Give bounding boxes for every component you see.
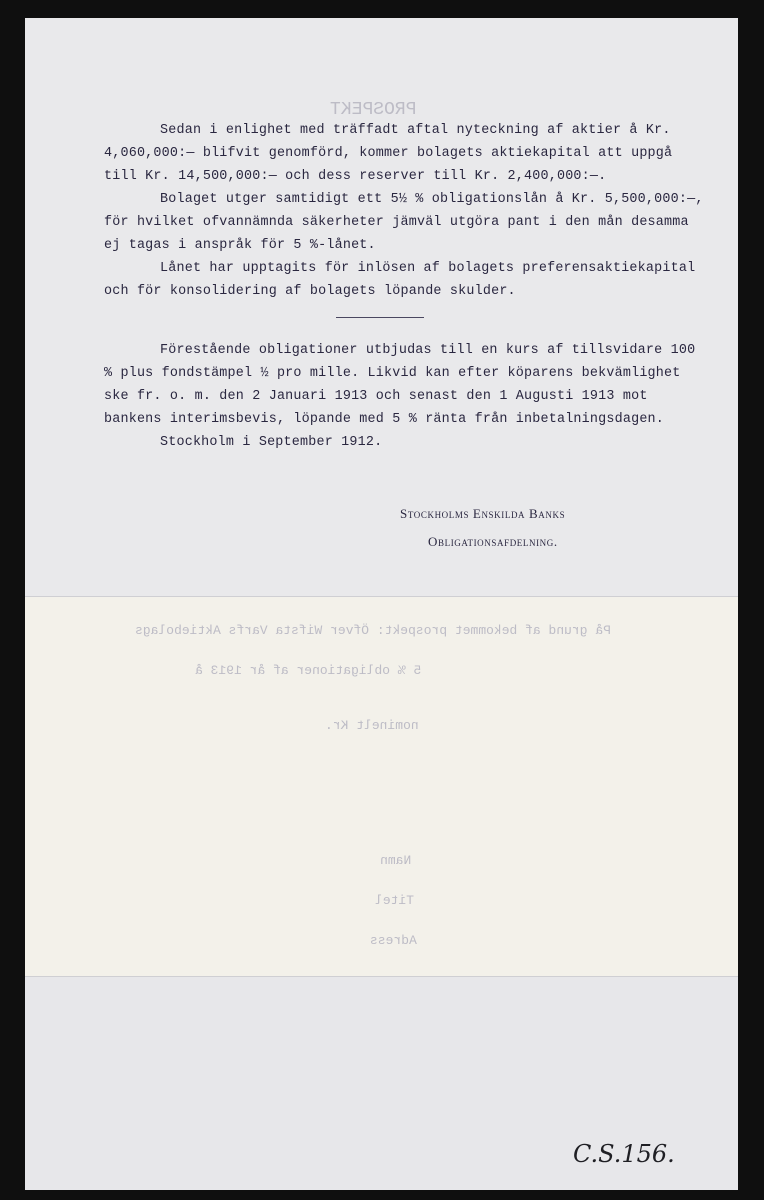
bleed-through-form-title: På grund af bekommet prospekt: Öfver Wifsta Varfs Aktiebolags	[135, 623, 611, 638]
paragraph-place-date: Stockholm i September 1912.	[160, 435, 383, 450]
bleed-through-form-line: 5 % obligationer af år 1913 å	[195, 663, 422, 678]
archive-reference-note: C.S.156.	[573, 1140, 675, 1168]
bleed-through-title: Titel	[375, 893, 415, 908]
lower-paper-section	[25, 596, 738, 976]
document-page	[25, 18, 738, 1190]
signature-block	[400, 500, 565, 556]
fold-line	[25, 596, 738, 597]
paragraph-share-issue: Sedan i enlighet med träffadt aftal nyteckning af aktier å Kr. 4,060,000:— blifvit genomförd, kommer bolagets aktiekapital att uppgå till Kr. 14,500,000:— och dess reserver till Kr. 2,400,000:—.	[104, 123, 673, 184]
paragraph-bond-loan: Bolaget utger samtidigt ett 5½ % obligationslån å Kr. 5,500,000:—, för hvilket ofvannämnda säkerheter jämväl utgöra pant i den mån desamma ej tagas i anspråk för 5 %-lånet.	[104, 192, 704, 253]
bleed-through-header: PROSPEKT	[330, 100, 417, 120]
fold-line	[25, 976, 738, 977]
paragraph-offer-terms: Förestående obligationer utbjudas till en kurs af tillsvidare 100 % plus fondstämpel ½ pro mille. Likvid kan efter köparens bekvämlighet ske fr. o. m. den 2 Januari 1913 och senast den 1 Augusti 1913 mot bankens interimsbevis, löpande med 5 % ränta från inbetalningsdagen.	[104, 343, 696, 427]
body-text	[104, 119, 704, 454]
bleed-through-name: Namn	[380, 853, 412, 868]
bleed-through-nominal: nominelt Kr.	[325, 718, 419, 733]
separator-rule	[104, 303, 704, 339]
signature-bank-name: Stockholms Enskilda Banks	[400, 506, 566, 521]
paragraph-loan-purpose: Lånet har upptagits för inlösen af bolagets preferensaktiekapital och för konsolidering af bolagets löpande skulder.	[104, 261, 696, 299]
bleed-through-address: Adress	[370, 933, 417, 948]
signature-department: Obligationsafdelning.	[428, 534, 558, 549]
